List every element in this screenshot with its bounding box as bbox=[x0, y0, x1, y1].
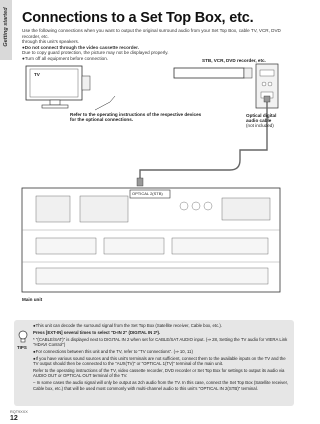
document-code: RQT9XXX bbox=[10, 410, 28, 414]
optical-terminal-label: OPTICAL 2(STB) bbox=[132, 191, 163, 196]
intro-bullet-2: ●Turn off all equipment before connection. bbox=[22, 55, 109, 61]
tips-paragraph-6: Refer to the operating instructions of the TV, video cassette recorder, DVD recorder or Set Top Box for settings to output its audio via AUDIO OUT or OPTICAL OUT terminal of the TV. bbox=[33, 368, 285, 379]
intro-line-1: Use the following connections when you want to output the original surround audio from your Set Top Box, cable TV, VCR, DVD recorder, etc. bbox=[22, 28, 281, 39]
refer-note-line-1: Refer to the operating instructions of the respective devices bbox=[70, 112, 202, 117]
tips-paragraph-2: Press [EXT-IN] several times to select "D-IN 2" (DIGITAL IN 2*). bbox=[33, 329, 161, 335]
optical-cable-label-2: audio cable bbox=[246, 118, 272, 123]
tips-text bbox=[33, 323, 291, 392]
optical-cable bbox=[137, 96, 270, 186]
tips-paragraph-1: ●This unit can decode the surround signal from the Set Top Box (Satellite receiver, Cable box, etc.). bbox=[33, 323, 223, 328]
main-unit-label: Main unit bbox=[22, 297, 43, 302]
intro-line-2: through this unit's speakers. bbox=[22, 39, 80, 45]
optical-cable-label-3: (not included) bbox=[246, 123, 274, 128]
tips-paragraph-3: * "(CABLE/SAT)" is displayed next to DIGITAL IN 2 when set for CABLE/SAT AUDIO input. (⇒ 28, Setting the TV audio for VIERA Link "HDAVI Control") bbox=[33, 336, 288, 348]
tips-label: TIPS bbox=[17, 345, 27, 350]
stb-label: STB, VCR, DVD recorder, etc. bbox=[202, 58, 266, 63]
refer-arrow bbox=[95, 96, 115, 110]
page-number: 12 bbox=[10, 415, 18, 422]
intro-bullet-1-sub: Due to copy guard protection, the picture may not be displayed properly. bbox=[22, 50, 169, 56]
tv-label: TV bbox=[34, 72, 40, 77]
lightbulb-icon bbox=[17, 330, 29, 343]
tips-paragraph-5: ●If you have various sound sources and this unit's terminals are not sufficient, connect them to the available inputs on the TV and the TV output should then be connected to the "AUX(TV)" or "OPTICAL 1(TV)" terminal of the main unit. bbox=[33, 355, 286, 367]
optical-cable-label-1: Optical digital bbox=[246, 113, 277, 118]
main-unit-illustration bbox=[22, 188, 280, 292]
stb-illustration bbox=[174, 64, 278, 108]
tips-paragraph-4: ●For connections between this unit and the TV, refer to "TV connections". (⇒ 10, 11) bbox=[33, 348, 193, 354]
tips-paragraph-7: – In some cases the audio signal will only be output as 2ch audio from the TV. In this case, connect the Set Top Box (Satellite receiver, Cable box, etc.) that will be used most commonly with multi-channel audio to this unit's "OPTICAL IN 2(STB)" terminal. bbox=[33, 380, 289, 391]
page-title: Connections to a Set Top Box, etc. bbox=[22, 10, 254, 26]
refer-note-line-2: for the optional connections. bbox=[70, 117, 134, 122]
intro-bullet-1: ●Do not connect through the video cassette recorder. bbox=[22, 44, 139, 50]
side-tab-label: Getting started bbox=[3, 7, 9, 47]
